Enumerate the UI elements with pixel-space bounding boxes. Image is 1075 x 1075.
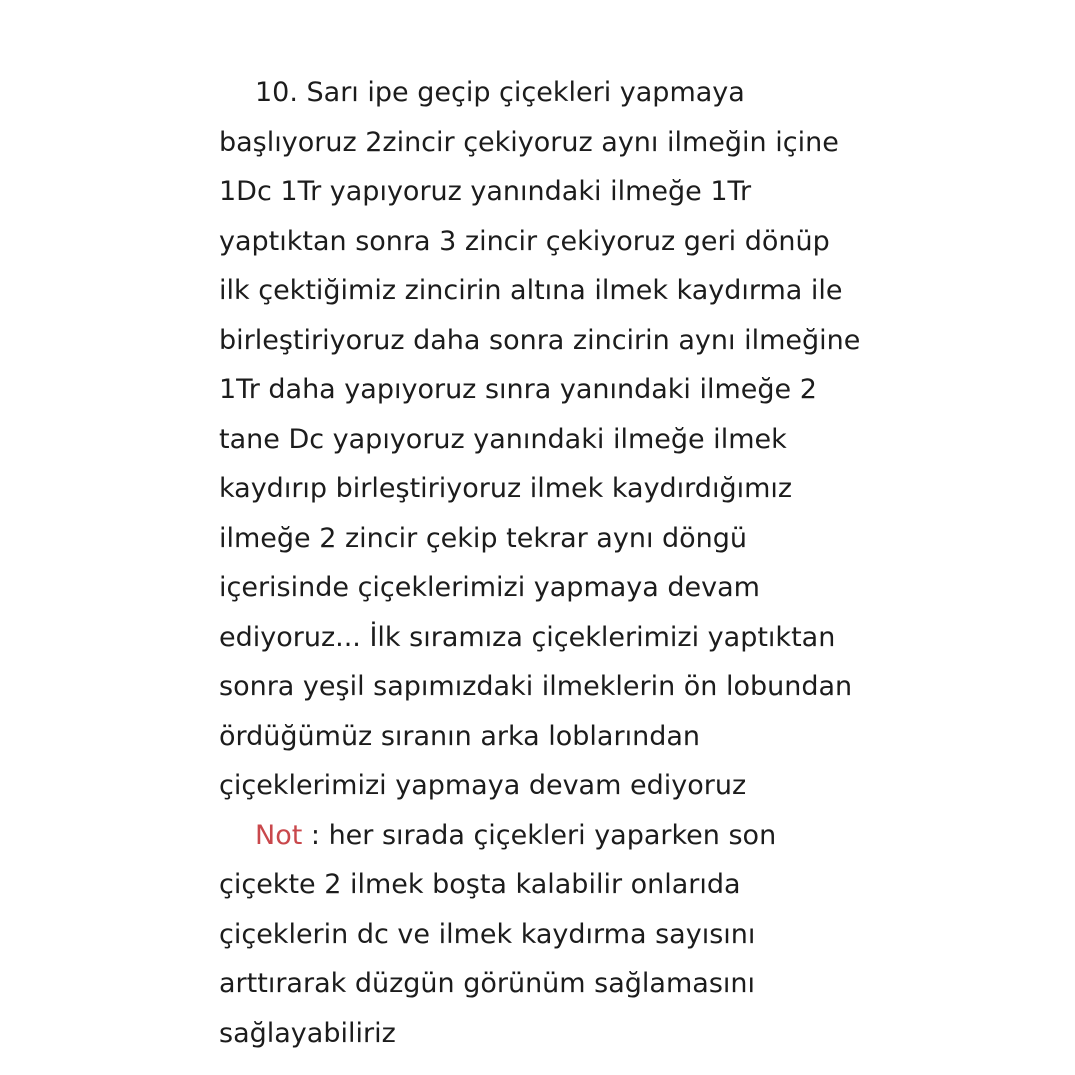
step-line: sonra yeşil sapımızdaki ilmeklerin ön lobundan bbox=[219, 671, 853, 702]
step-line: yaptıktan sonra 3 zincir çekiyoruz geri dönüp bbox=[219, 225, 830, 257]
step-line: 1Tr daha yapıyoruz sınra yanındaki ilmeğe 2 bbox=[219, 374, 817, 405]
instruction-text bbox=[219, 68, 899, 1058]
step-line: birleştiriyoruz daha sonra zincirin aynı ilmeğine bbox=[219, 324, 861, 356]
note-line: sağlayabiliriz bbox=[219, 1017, 396, 1049]
step-line: çiçeklerimizi yapmaya devam ediyoruz bbox=[219, 770, 747, 801]
note-line: çiçeklerin dc ve ilmek kaydırma sayısını bbox=[219, 918, 756, 950]
note-first-line-text: : her sırada çiçekleri yaparken son bbox=[302, 819, 777, 851]
step-line: başlıyoruz 2zincir çekiyoruz aynı ilmeğin içine bbox=[219, 126, 839, 158]
step-line: ilmeğe 2 zincir çekip tekrar aynı döngü bbox=[219, 522, 748, 554]
step-line: 1Dc 1Tr yapıyoruz yanındaki ilmeğe 1Tr bbox=[219, 176, 752, 207]
step-line: 10. Sarı ipe geçip çiçekleri yapmaya bbox=[255, 77, 745, 108]
step-line: ediyoruz... İlk sıramıza çiçeklerimizi yaptıktan bbox=[219, 621, 836, 653]
note-label: Not bbox=[255, 819, 303, 851]
step-line: ilk çektiğimiz zincirin altına ilmek kaydırma ile bbox=[219, 275, 843, 306]
step-line: tane Dc yapıyoruz yanındaki ilmeğe ilmek bbox=[219, 423, 787, 455]
step-line: ördüğümüz sıranın arka loblarından bbox=[219, 720, 700, 752]
step-line: kaydırıp birleştiriyoruz ilmek kaydırdığımız bbox=[219, 473, 793, 504]
step-line: içerisinde çiçeklerimizi yapmaya devam bbox=[219, 572, 760, 603]
note-first-line bbox=[219, 811, 899, 861]
note-line: çiçekte 2 ilmek boşta kalabilir onlarıda bbox=[219, 869, 741, 900]
note-line: arttırarak düzgün görünüm sağlamasını bbox=[219, 968, 756, 999]
